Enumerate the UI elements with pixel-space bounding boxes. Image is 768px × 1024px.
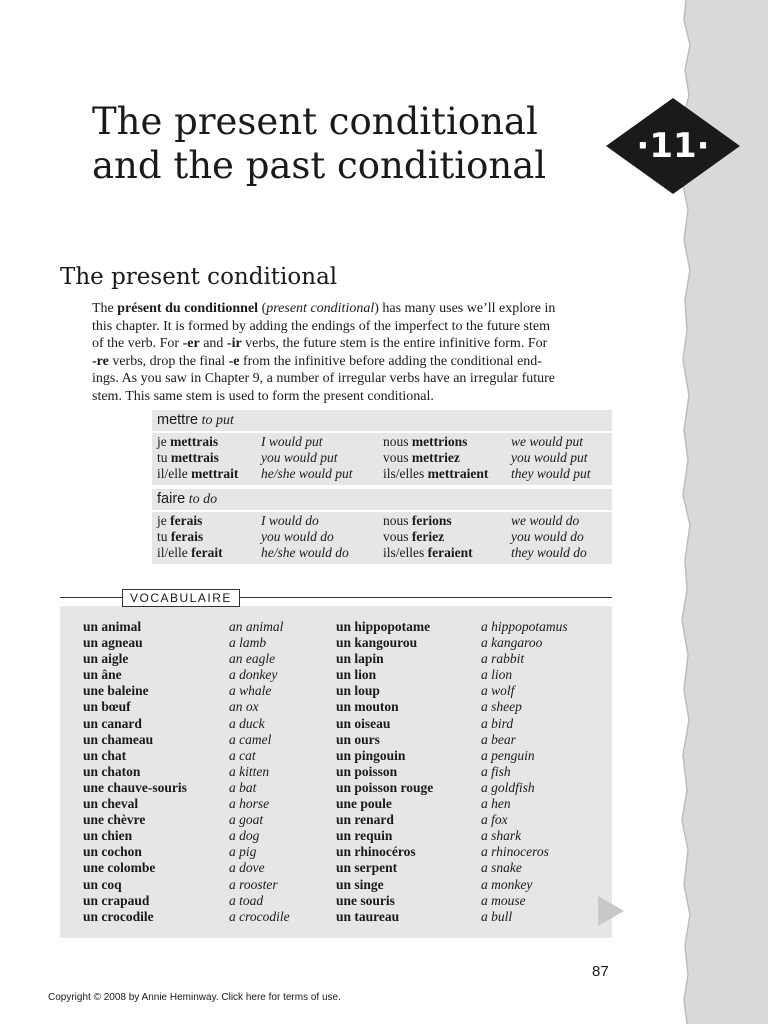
verb-gloss: to put [198, 413, 234, 428]
vocab-english-term: a goat [229, 812, 264, 828]
vocab-english-term: a crocodile [229, 908, 290, 924]
vocab-english-term: a goldfish [481, 779, 535, 795]
vocab-french-term: un lion [336, 667, 377, 683]
conjugation-divider [152, 431, 612, 433]
vocab-english-term: a dove [229, 860, 265, 876]
vocab-english-term: a dog [229, 828, 260, 844]
vocab-english-term: a kitten [229, 763, 270, 779]
vocab-french-term: un loup [336, 683, 380, 699]
vocab-french-term: un bœuf [83, 699, 131, 715]
intro-paragraph [92, 300, 612, 405]
vocabulary-label: VOCABULAIRE [122, 589, 240, 607]
singular-translation: you would put [261, 450, 338, 465]
singular-form: tu mettrais [157, 450, 219, 465]
vocab-french-term: un cochon [83, 844, 142, 860]
intro-line [92, 370, 612, 388]
vocab-french-term: un agneau [83, 635, 143, 651]
vocab-french-term: un animal [83, 619, 142, 634]
intro-text-segment: The [92, 301, 118, 316]
vocab-french-term: une poule [336, 796, 392, 812]
intro-line [92, 300, 612, 318]
vocab-french-term: un canard [83, 715, 142, 731]
intro-text-segment: of the verb. For [92, 336, 183, 351]
conjugation-heading [157, 491, 217, 508]
conjugation-row [152, 513, 612, 529]
plural-translation: we would do [511, 513, 580, 528]
vocab-english-term: a shark [481, 828, 522, 844]
plural-form: nous mettrions [383, 434, 468, 449]
conjugation-table-faire [152, 489, 612, 564]
vocab-french-term: un serpent [336, 860, 398, 876]
vocab-left-french-column [83, 619, 187, 925]
singular-form: il/elle mettrait [157, 466, 239, 481]
vocab-french-term: un poisson rouge [336, 779, 434, 795]
conjugation-row [152, 529, 612, 545]
intro-line [92, 335, 612, 353]
conjugation-heading [157, 412, 234, 429]
intro-text-segment: stem. This same stem is used to form the present conditional. [92, 388, 434, 404]
plural-translation: you would do [511, 529, 584, 544]
vocab-english-term: a duck [229, 715, 265, 731]
vocab-french-term: un crocodile [83, 908, 154, 924]
chapter-title [92, 100, 592, 188]
intro-text-segment: ings. As you saw in Chapter 9, a number of irregular verbs have an irregular future [92, 371, 556, 386]
vocab-english-term: an ox [229, 699, 259, 715]
plural-translation: you would put [511, 450, 588, 465]
plural-form: nous ferions [383, 513, 452, 528]
vocab-french-term: un aigle [83, 651, 129, 667]
vocab-english-term: a lamb [229, 635, 267, 651]
vocab-english-term: a penguin [481, 747, 535, 763]
intro-text-segment: verbs, drop the final [108, 353, 229, 369]
vocab-english-term: a whale [229, 683, 272, 699]
vocab-english-term: a rabbit [481, 651, 525, 667]
vocab-french-term: un chien [83, 828, 133, 844]
vocab-english-term: a hippopotamus [481, 619, 568, 634]
intro-text-segment: ( [258, 301, 267, 316]
intro-text-segment: -e [228, 353, 240, 369]
intro-text-segment: -re [92, 353, 109, 369]
vocab-english-term: a snake [481, 860, 522, 876]
copyright-link[interactable]: Copyright © 2008 by Annie Heminway. Click here for terms of use. [48, 992, 341, 1003]
vocab-french-term: un chameau [83, 731, 154, 747]
intro-line [92, 388, 612, 406]
vocab-french-term: une baleine [83, 683, 149, 699]
vocab-english-term: a hen [481, 796, 511, 812]
vocab-french-term: un chaton [83, 763, 141, 779]
vocab-english-term: a lion [481, 667, 513, 683]
vocab-french-term: une chèvre [83, 812, 146, 828]
vocab-french-term: un cheval [83, 796, 139, 812]
intro-text-segment: and [199, 336, 227, 351]
vocab-left-english-column [229, 619, 290, 925]
vocab-french-term: une chauve-souris [83, 779, 187, 795]
intro-text-segment: ) has many uses we’ll explore in [374, 301, 556, 316]
vocab-french-term: un renard [336, 812, 394, 828]
singular-translation: he/she would do [261, 545, 349, 560]
vocab-english-term: a bat [229, 779, 257, 795]
vocab-english-term: a bird [481, 715, 514, 731]
conjugation-row [152, 450, 612, 466]
vocab-french-term: un rhinocéros [336, 844, 416, 860]
vocab-french-term: un kangourou [336, 635, 418, 651]
vocab-english-term: an eagle [229, 651, 276, 667]
vocab-english-term: a pig [229, 844, 257, 860]
vocab-english-term: a rhinoceros [481, 844, 549, 860]
vocab-english-term: a fish [481, 763, 511, 779]
vocab-french-term: un âne [83, 667, 122, 683]
singular-form: tu ferais [157, 529, 204, 544]
vocab-right-french-column [336, 619, 433, 925]
intro-text-segment: présent du conditionnel [117, 301, 259, 316]
vocab-english-term: a camel [229, 731, 272, 747]
vocab-french-term: un hippopotame [336, 619, 431, 634]
vocab-french-term: un requin [336, 828, 393, 844]
vocab-french-term: un chat [83, 747, 127, 763]
vocab-english-term: a mouse [481, 892, 526, 908]
verb-infinitive: faire [157, 491, 186, 507]
plural-form: vous mettriez [383, 450, 460, 465]
conjugation-table-mettre [152, 410, 612, 485]
section-heading: The present conditional [60, 264, 338, 290]
singular-translation: I would do [261, 513, 319, 528]
vocab-french-term: un pingouin [336, 747, 406, 763]
singular-translation: he/she would put [261, 466, 353, 481]
vocab-french-term: un poisson [336, 763, 398, 779]
singular-form: je mettrais [157, 434, 219, 449]
vocab-english-term: a horse [229, 796, 270, 812]
intro-text-segment: from the infinitive before adding the conditional end- [239, 353, 542, 369]
plural-form: ils/elles feraient [383, 545, 473, 560]
intro-text-segment: present conditional [266, 301, 375, 316]
intro-text-segment: -er [182, 336, 200, 351]
vocab-english-term: a rooster [229, 876, 278, 892]
plural-translation: we would put [511, 434, 584, 449]
vocab-english-term: a sheep [481, 699, 522, 715]
vocab-french-term: un oiseau [336, 715, 391, 731]
vocab-english-term: a kangaroo [481, 635, 543, 651]
vocab-french-term: une souris [336, 892, 395, 908]
triangle-arrow-right-icon [598, 896, 624, 926]
vocab-french-term: un lapin [336, 651, 384, 667]
page-number: 87 [592, 963, 609, 980]
chapter-title-line-1: The present conditional [92, 100, 538, 143]
vocab-french-term: un mouton [336, 699, 399, 715]
conjugation-divider [152, 510, 612, 512]
plural-translation: they would put [511, 466, 591, 481]
intro-line [92, 353, 612, 371]
intro-line [92, 318, 612, 336]
conjugation-row [152, 545, 612, 561]
intro-text-segment: this chapter. It is formed by adding the endings of the imperfect to the future stem [92, 318, 550, 334]
vocab-english-term: a wolf [481, 683, 515, 699]
vocab-english-term: a fox [481, 812, 508, 828]
singular-form: je ferais [157, 513, 203, 528]
vocab-english-term: a bear [481, 731, 516, 747]
singular-translation: you would do [261, 529, 334, 544]
vocab-english-term: a toad [229, 892, 264, 908]
vocab-right-english-column [481, 619, 568, 925]
verb-infinitive: mettre [157, 412, 199, 428]
vocab-english-term: a bull [481, 908, 513, 924]
singular-translation: I would put [261, 434, 323, 449]
vocab-english-term: a cat [229, 747, 256, 763]
conjugation-row [152, 466, 612, 482]
conjugation-row [152, 434, 612, 450]
vocab-english-term: a monkey [481, 876, 533, 892]
intro-text-segment: -ir [226, 336, 242, 351]
plural-form: vous feriez [383, 529, 445, 544]
vocab-english-term: an animal [229, 619, 284, 634]
singular-form: il/elle ferait [157, 545, 223, 560]
vocab-french-term: une colombe [83, 860, 156, 876]
verb-gloss: to do [185, 492, 218, 507]
plural-form: ils/elles mettraient [383, 466, 489, 481]
intro-text-segment: verbs, the future stem is the entire infinitive form. For [241, 336, 548, 351]
vocab-french-term: un singe [336, 876, 384, 892]
vocab-french-term: un ours [336, 731, 380, 747]
chapter-number: ·11· [636, 126, 710, 166]
vocab-english-term: a donkey [229, 667, 278, 683]
vocab-french-term: un taureau [336, 908, 400, 924]
plural-translation: they would do [511, 545, 587, 560]
vocab-french-term: un crapaud [83, 892, 150, 908]
chapter-title-line-2: and the past conditional [92, 144, 547, 187]
vocab-french-term: un coq [83, 876, 122, 892]
